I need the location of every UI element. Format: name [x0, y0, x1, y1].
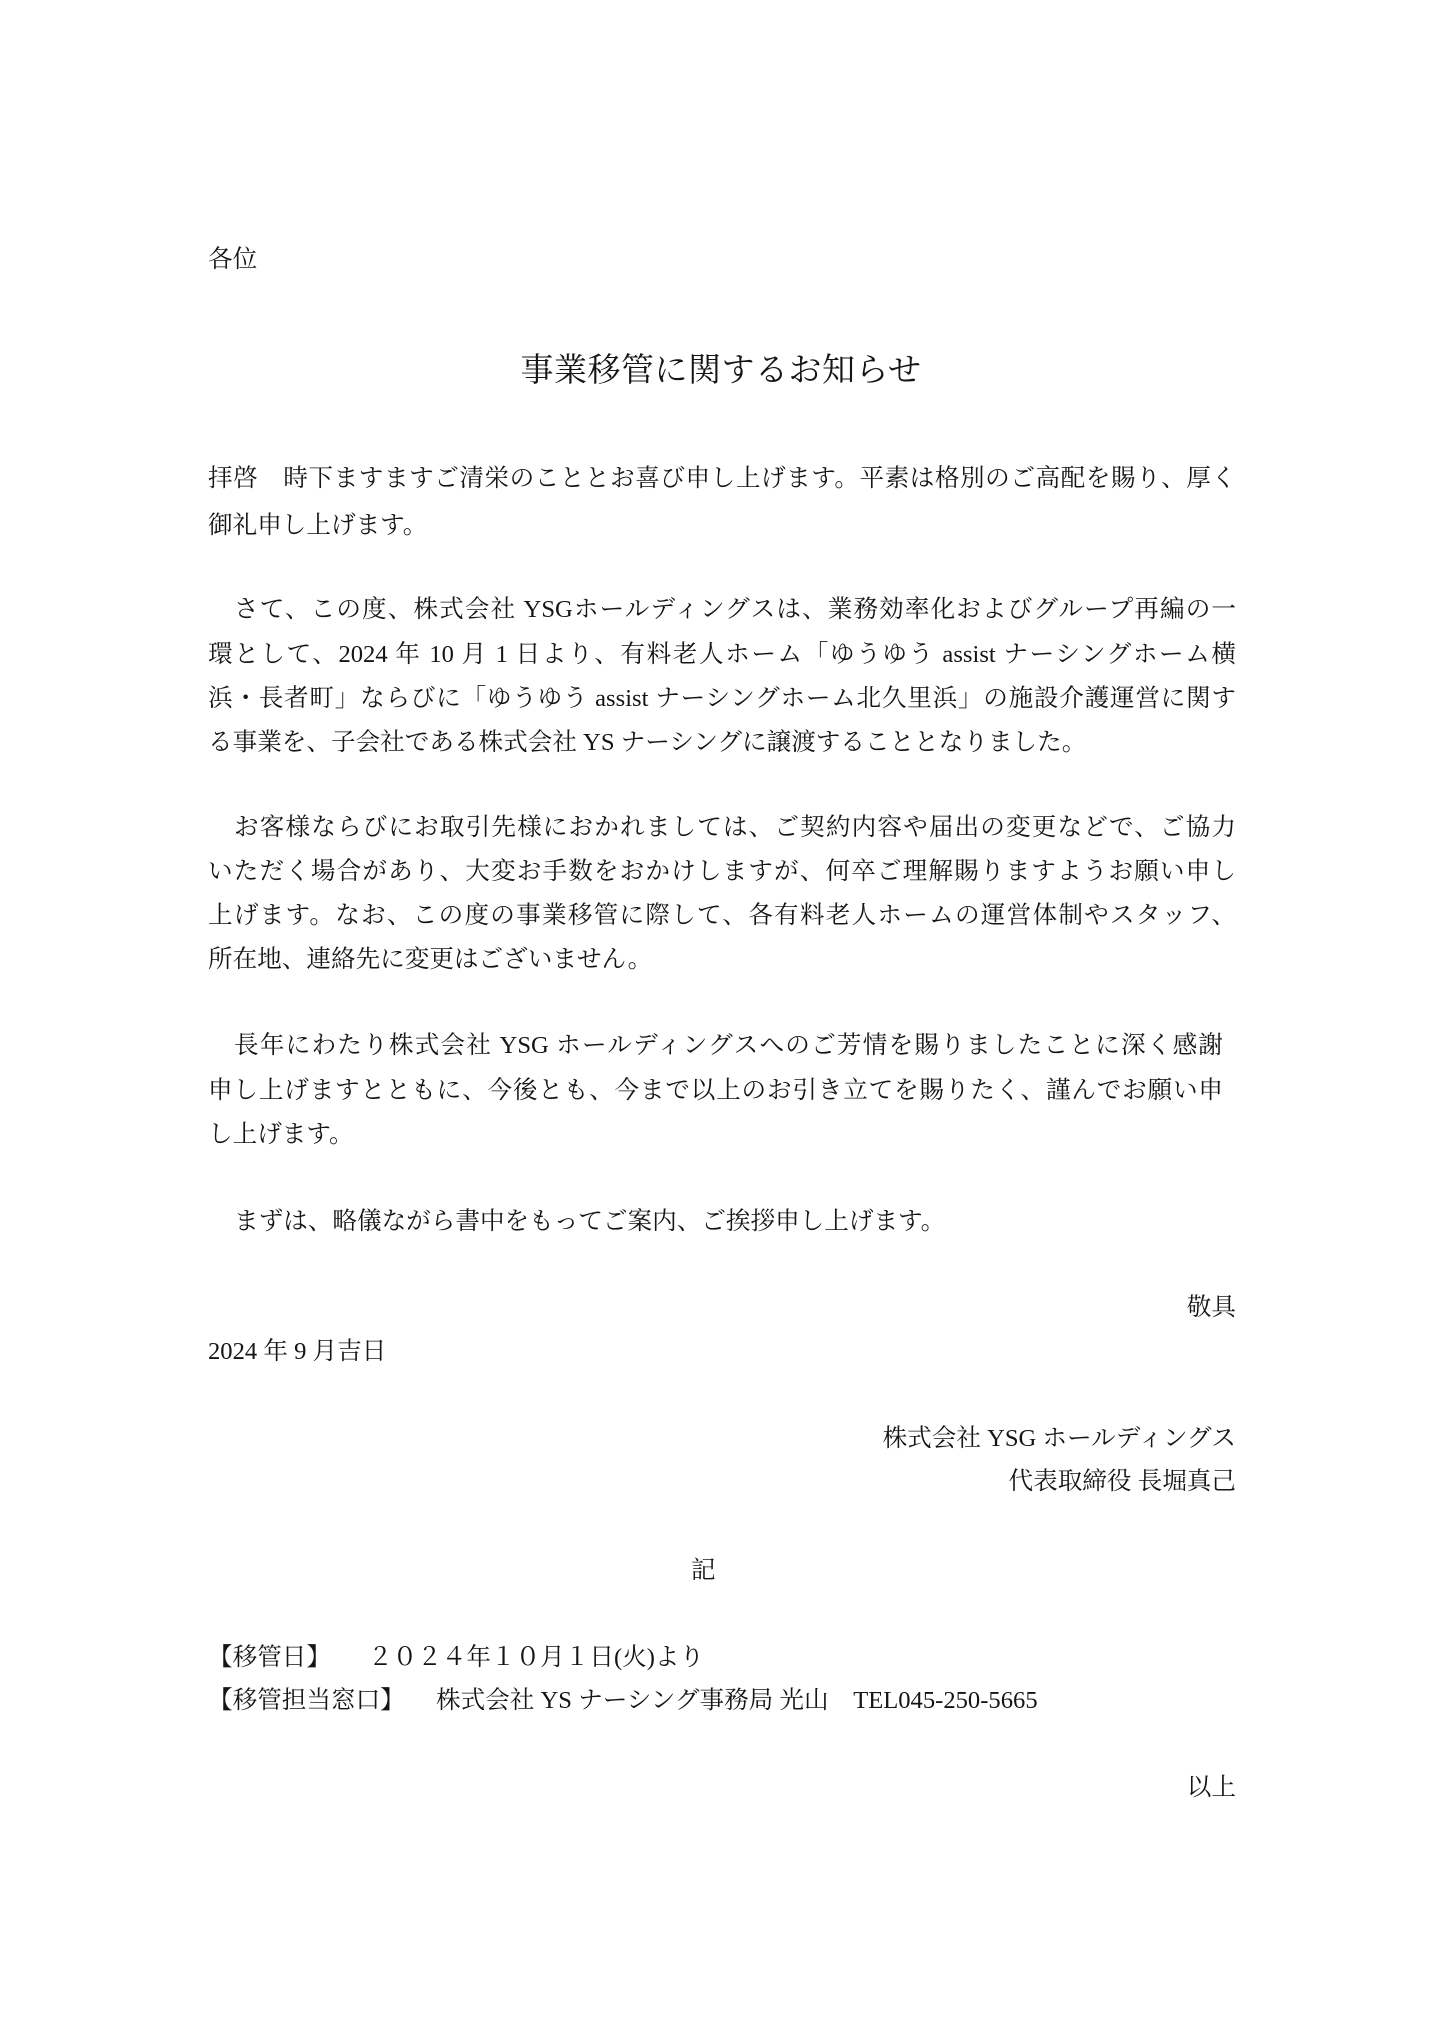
body-line: 所在地、連絡先に変更はございません。 [208, 946, 653, 973]
body-line: 御礼申し上げます。 [208, 512, 428, 539]
body-line: 申し上げますとともに、今後とも、今まで以上のお引き立てを賜りたく、謹んでお願い申 [208, 1077, 1223, 1104]
transfer-date-value: ２０２４年１０月１日(火)より [368, 1644, 705, 1671]
contact-value: 株式会社 YS ナーシング事務局 光山 TEL045-250-5665 [436, 1687, 1038, 1714]
body-line: いただく場合があり、大変お手数をおかけしますが、何卒ご理解賜りますようお願い申し [208, 858, 1236, 885]
body-line: る事業を、子会社である株式会社 YS ナーシングに譲渡することとなりました。 [208, 729, 1087, 756]
contact-label: 【移管担当窓口】 [208, 1687, 405, 1714]
body-line: 上げます。なお、この度の事業移管に際して、各有料老人ホームの運営体制やスタッフ、 [208, 902, 1236, 929]
transfer-date-label: 【移管日】 [208, 1644, 331, 1671]
body-line: 環として、2024 年 10 月 1 日より、有料老人ホーム「ゆうゆう assist ナーシングホーム横 [208, 641, 1236, 668]
end-mark: 以上 [1186, 1774, 1236, 1801]
notes-heading: 記 [691, 1557, 716, 1584]
body-line: まずは、略儀ながら書中をもってご案内、ご挨拶申し上げます。 [234, 1208, 946, 1235]
addressee: 各位 [208, 246, 258, 273]
document-title: 事業移管に関するお知らせ [520, 353, 922, 389]
body-line: 拝啓 時下ますますご清栄のこととお喜び申し上げます。平素は格別のご高配を賜り、厚く [208, 465, 1236, 492]
issue-date: 2024 年 9 月吉日 [208, 1338, 387, 1365]
body-line: お客様ならびにお取引先様におかれましては、ご契約内容や届出の変更などで、ご協力 [234, 814, 1236, 841]
body-line: さて、この度、株式会社 YSGホールディングスは、業務効率化およびグループ再編の一 [234, 596, 1236, 623]
closing-keigu: 敬具 [1186, 1294, 1236, 1321]
sender-representative: 代表取締役 長堀真己 [1008, 1468, 1236, 1495]
body-line: 長年にわたり株式会社 YSG ホールディングスへのご芳情を賜りましたことに深く感謝 [234, 1032, 1223, 1059]
body-line: し上げます。 [208, 1121, 354, 1148]
sender-company: 株式会社 YSG ホールディングス [882, 1425, 1236, 1452]
body-line: 浜・長者町」ならびに「ゆうゆう assist ナーシングホーム北久里浜」の施設介護運営に関す [208, 685, 1236, 712]
